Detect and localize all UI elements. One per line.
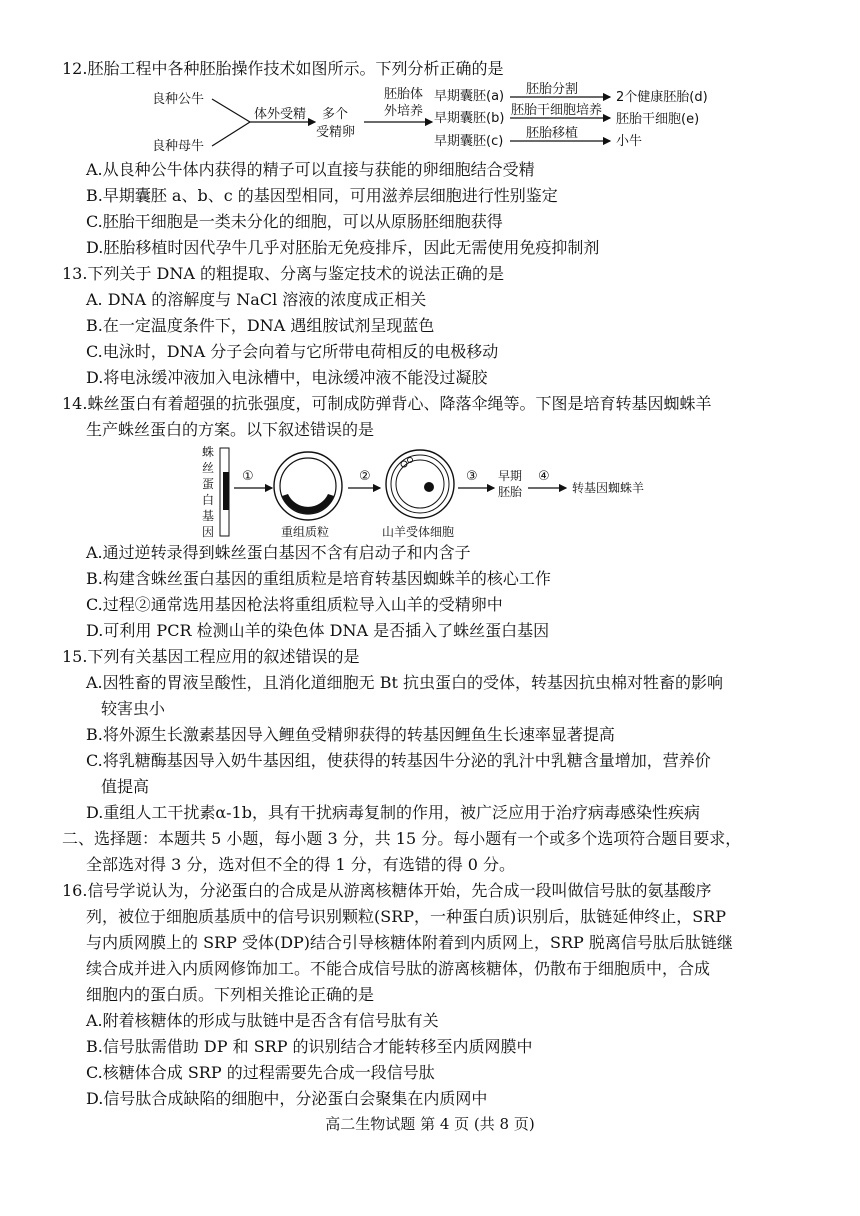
- q13-option-a: A. DNA 的溶解度与 NaCl 溶液的浓度成正相关: [86, 290, 427, 309]
- q12-stem: 12.胚胎工程中各种胚胎操作技术如图所示。下列分析正确的是: [62, 59, 504, 78]
- gene-char-4: 白: [202, 493, 215, 507]
- embryo-splitting-label: 胚胎分割: [526, 82, 579, 97]
- q15-option-d: D.重组人工干扰素α-1b，具有干扰病毒复制的作用，被广泛应用于治疗病毒感染性疾病: [86, 803, 700, 822]
- q12-option-a: A.从良种公牛体内获得的精子可以直接与获能的卵细胞结合受精: [86, 160, 535, 179]
- es-culture-label: 胚胎干细胞培养: [511, 103, 603, 118]
- step-2-label: ②: [359, 469, 371, 484]
- early-embryo-label-2: 胚胎: [498, 485, 523, 499]
- early-embryo-label-1: 早期: [498, 469, 523, 483]
- bull-label: 良种公牛: [152, 92, 205, 107]
- q13-option-d: D.将电泳缓冲液加入电泳槽中，电泳缓冲液不能没过凝胶: [86, 368, 488, 387]
- page-footer: 高二生物试题 第 4 页 (共 8 页): [325, 1115, 535, 1133]
- goat-recipient-cell-icon: [386, 450, 454, 518]
- recombinant-plasmid-icon: [274, 452, 342, 520]
- q15-option-c-line-2: 值提高: [101, 777, 150, 796]
- q16-stem-line-5: 细胞内的蛋白质。下列相关推论正确的是: [86, 985, 375, 1004]
- culture-label-1: 胚胎体: [384, 87, 424, 102]
- step-3-label: ③: [466, 469, 478, 484]
- q16-option-a: A.附着核糖体的形成与肽链中是否含有信号肽有关: [86, 1011, 439, 1030]
- q14-option-d: D.可利用 PCR 检测山羊的染色体 DNA 是否插入了蛛丝蛋白基因: [86, 621, 550, 640]
- gene-char-2: 丝: [202, 461, 215, 475]
- gene-char-6: 因: [202, 525, 215, 539]
- output-d: 2个健康胚胎(d): [616, 90, 708, 105]
- goat-cell-label: 山羊受体细胞: [382, 525, 455, 539]
- q16-stem-line-1: 16.信号学说认为，分泌蛋白的合成是从游离核糖体开始，先合成一段叫做信号肽的氨基酸序: [62, 881, 712, 900]
- section-2-header-line-1: 二、选择题：本题共 5 小题，每小题 3 分，共 15 分。每小题有一个或多个选项符合题目要求，: [62, 829, 742, 848]
- gene-char-5: 基: [202, 509, 215, 523]
- output-calf: 小牛: [616, 134, 643, 149]
- q15-option-c-line-1: C.将乳糖酶基因导入奶牛基因组，使获得的转基因牛分泌的乳汁中乳糖含量增加，营养价: [86, 751, 711, 770]
- step-1-label: ①: [242, 469, 254, 484]
- culture-label-2: 外培养: [384, 104, 424, 119]
- blastocyst-c: 早期囊胚(c): [434, 134, 504, 149]
- blastocyst-b: 早期囊胚(b): [434, 111, 505, 126]
- plasmid-label: 重组质粒: [281, 525, 330, 539]
- zygotes-label-2: 受精卵: [316, 125, 356, 140]
- q13-stem: 13.下列关于 DNA 的粗提取、分离与鉴定技术的说法正确的是: [62, 264, 505, 283]
- q14-option-a: A.通过逆转录得到蛛丝蛋白基因不含有启动子和内含子: [86, 543, 471, 562]
- step-4-label: ④: [538, 469, 550, 484]
- q14-stem-line-2: 生产蛛丝蛋白的方案。以下叙述错误的是: [86, 420, 375, 439]
- output-e: 胚胎干细胞(e): [616, 112, 700, 127]
- gene-char-3: 蛋: [202, 477, 215, 491]
- section-2-header-line-2: 全部选对得 3 分，选对但不全的得 1 分，有选错的得 0 分。: [86, 855, 516, 874]
- q12-option-c: C.胚胎干细胞是一类未分化的细胞，可以从原肠胚细胞获得: [86, 212, 503, 231]
- blastocyst-a: 早期囊胚(a): [434, 89, 505, 104]
- transgenic-goat-label: 转基因蜘蛛羊: [572, 481, 645, 495]
- q13-option-b: B.在一定温度条件下，DNA 遇组胺试剂呈现蓝色: [86, 316, 435, 335]
- gene-char-1: 蛛: [202, 445, 215, 459]
- q16-stem-line-2: 列，被位于细胞质基质中的信号识别颗粒(SRP，一种蛋白质)识别后，肽链延伸终止，SRP: [86, 907, 727, 926]
- cow-label: 良种母牛: [152, 139, 205, 154]
- q12-embryo-diagram: [150, 82, 720, 156]
- q16-stem-line-4: 续合成并进入内质网修饰加工。不能合成信号肽的游离核糖体，仍散布于细胞质中，合成: [86, 959, 711, 978]
- q13-option-c: C.电泳时，DNA 分子会向着与它所带电荷相反的电极移动: [86, 342, 499, 361]
- q16-option-d: D.信号肽合成缺陷的细胞中，分泌蛋白会聚集在内质网中: [86, 1089, 488, 1108]
- q14-option-c: C.过程②通常选用基因枪法将重组质粒导入山羊的受精卵中: [86, 595, 503, 614]
- q16-option-b: B.信号肽需借助 DP 和 SRP 的识别结合才能转移至内质网膜中: [86, 1037, 533, 1056]
- q16-stem-line-3: 与内质网膜上的 SRP 受体(DP)结合引导核糖体附着到内质网上，SRP 脱离信号肽后肽链继: [86, 933, 733, 952]
- q14-option-b: B.构建含蛛丝蛋白基因的重组质粒是培育转基因蜘蛛羊的核心工作: [86, 569, 551, 588]
- ivf-label: 体外受精: [254, 107, 307, 122]
- q15-option-a-line-2: 较害虫小: [101, 699, 166, 718]
- q14-transgenic-diagram: [196, 444, 656, 540]
- zygotes-label-1: 多个: [322, 107, 349, 122]
- q12-option-d: D.胚胎移植时因代孕牛几乎对胚胎无免疫排斥，因此无需使用免疫抑制剂: [86, 238, 600, 257]
- embryo-transfer-label: 胚胎移植: [526, 126, 579, 141]
- q14-stem-line-1: 14.蛛丝蛋白有着超强的抗张强度，可制成防弹背心、降落伞绳等。下图是培育转基因蜘蛛羊: [62, 394, 712, 413]
- q15-option-b: B.将外源生长激素基因导入鲤鱼受精卵获得的转基因鲤鱼生长速率显著提高: [86, 725, 615, 744]
- q15-option-a-line-1: A.因牲畜的胃液呈酸性，且消化道细胞无 Bt 抗虫蛋白的受体，转基因抗虫棉对牲畜的影响: [86, 673, 724, 692]
- q12-option-b: B.早期囊胚 a、b、c 的基因型相同，可用滋养层细胞进行性别鉴定: [86, 186, 558, 205]
- q16-option-c: C.核糖体合成 SRP 的过程需要先合成一段信号肽: [86, 1063, 435, 1082]
- q15-stem: 15.下列有关基因工程应用的叙述错误的是: [62, 647, 360, 666]
